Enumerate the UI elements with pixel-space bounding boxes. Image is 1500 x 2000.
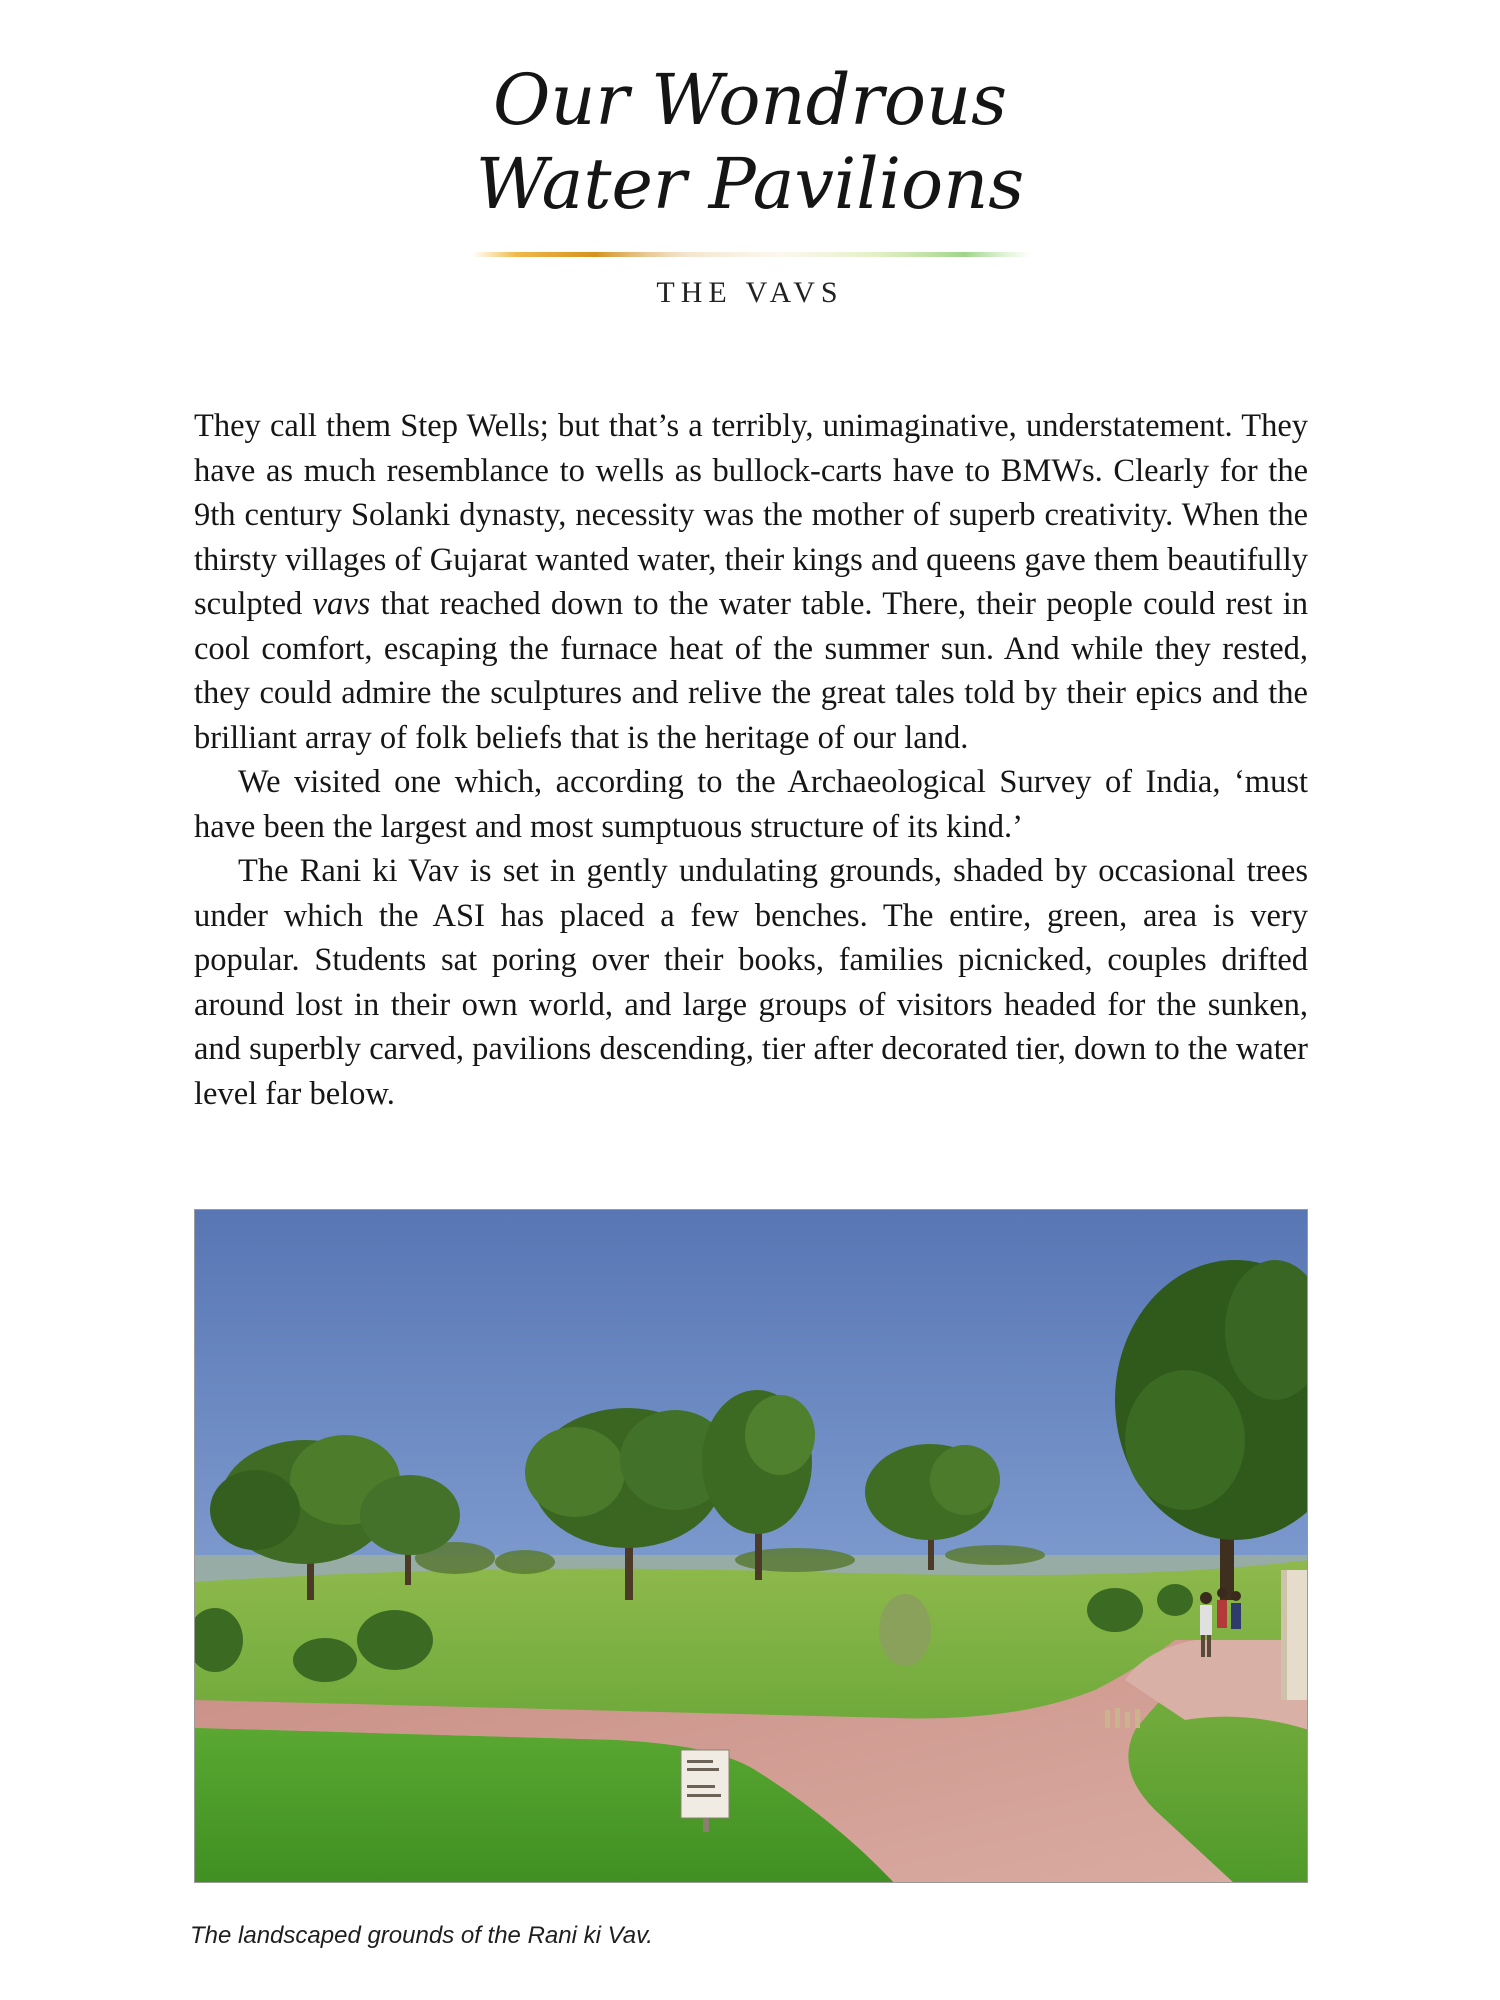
paragraph-2: We visited one which, according to the Archaeological Survey of India, ‘must have been the largest and most sumptuous structure of its kind.’ — [194, 764, 1308, 845]
chapter-title — [0, 58, 1500, 226]
landscape-photo — [194, 1209, 1308, 1883]
paragraph-1-text-a: They call them Step Wells; but that’s a terribly, unimaginative, understatement. They have as much resemblance to wells as bullock-carts have to BMWs. Clearly for the 9th century Solanki dynasty, necessity was the mother of superb creativity. When the thirsty villages of Gujarat wanted water, their kings and queens gave them beautifully sculpted — [194, 408, 1308, 622]
chapter-title-line-2: Water Pavilions — [475, 143, 1025, 225]
photo-caption: The landscaped grounds of the Rani ki Vav. — [190, 1922, 653, 1949]
landscape-photo-illustration — [195, 1210, 1308, 1883]
paragraph-1-italic-term: vavs — [312, 586, 371, 622]
chapter-title-line-1: Our Wondrous — [492, 59, 1008, 141]
chapter-subtitle: THE VAVS — [656, 276, 844, 309]
decorative-rule — [472, 252, 1032, 257]
paragraph-3: The Rani ki Vav is set in gently undulating grounds, shaded by occasional trees under which the ASI has placed a few benches. The entire, green, area is very popular. Students sat poring over their books, families picnicked, couples drifted around lost in their own world, and large groups of visitors headed for the sunken, and superbly carved, pavilions descending, tier after decorated tier, down to the water level far below. — [194, 853, 1308, 1112]
body-text — [194, 404, 1308, 1116]
paragraph-1-text-b: that reached down to the water table. There, their people could rest in cool comfort, escaping the furnace heat of the summer sun. And while they rested, they could admire the sculptures and relive the great tales told by their epics and the brilliant array of folk beliefs that is the heritage of our land. — [194, 586, 1309, 756]
paragraph-1 — [194, 404, 1308, 760]
